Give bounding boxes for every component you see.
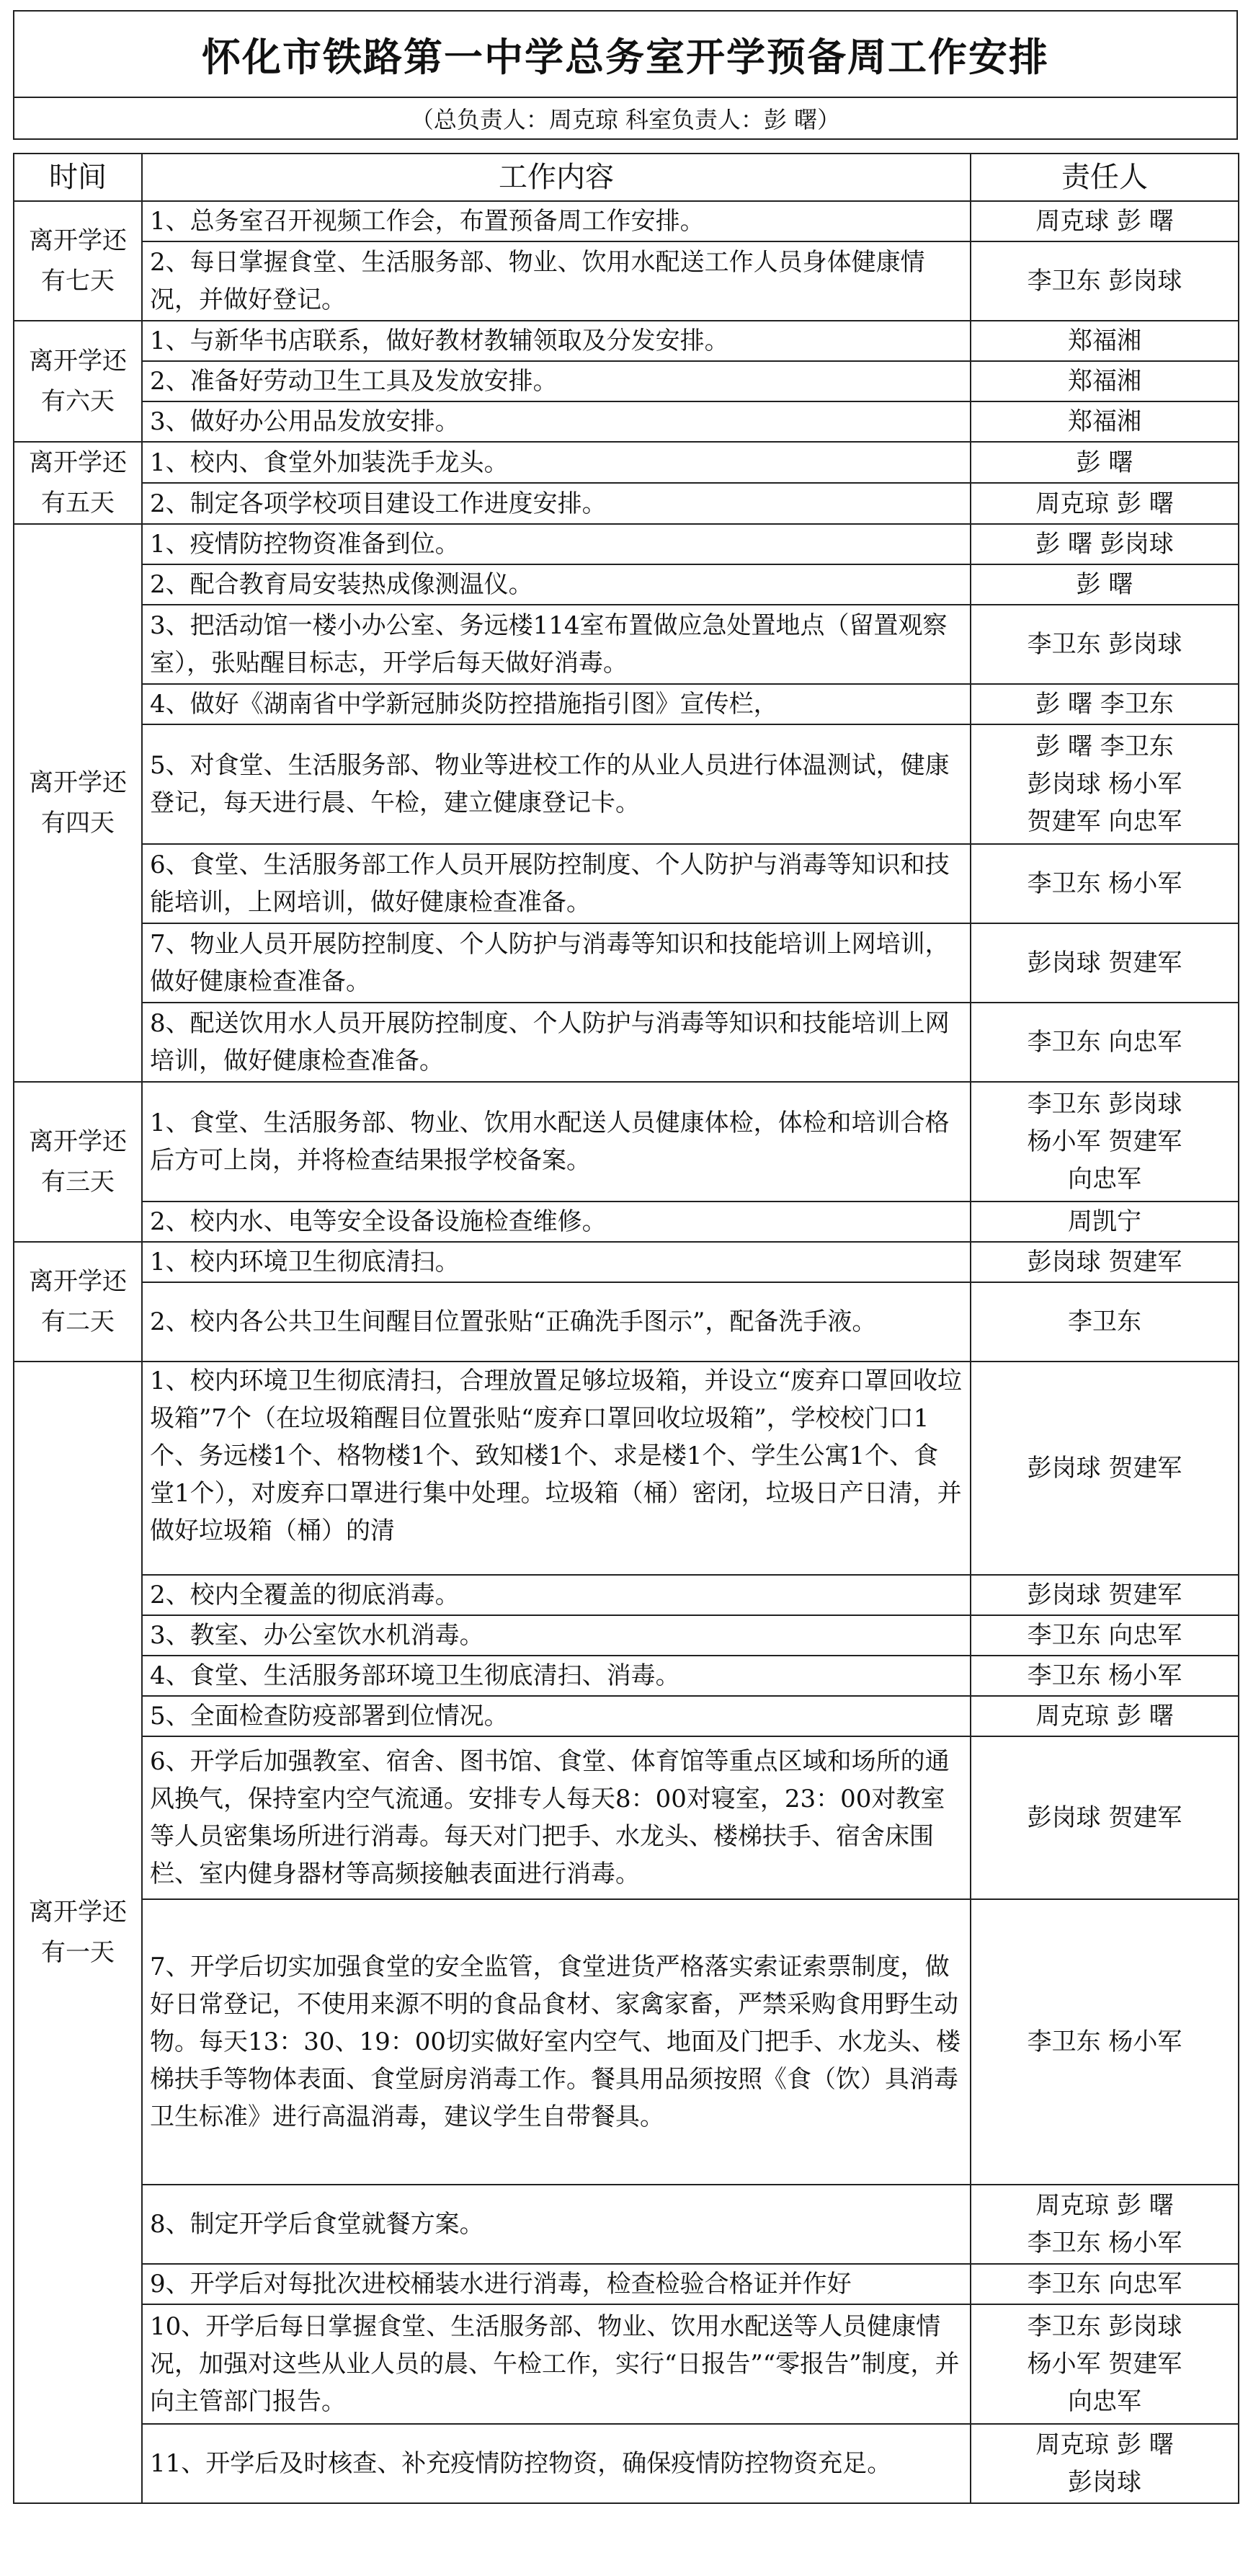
responsible-cell xyxy=(971,401,1239,442)
header-responsible: 责任人 xyxy=(971,154,1239,201)
responsible-cell xyxy=(971,442,1239,483)
table-row xyxy=(14,923,1239,1003)
responsible-cell xyxy=(971,684,1239,724)
table-row xyxy=(14,361,1239,401)
responsible-cell xyxy=(971,483,1239,524)
responsible-cell xyxy=(971,605,1239,684)
responsible-cell xyxy=(971,1615,1239,1656)
responsible-cell xyxy=(971,2424,1239,2503)
table-row xyxy=(14,2185,1239,2264)
task-cell: 3、教室、办公室饮水机消毒。 xyxy=(142,1615,971,1656)
table-row xyxy=(14,1899,1239,2185)
table-row xyxy=(14,1003,1239,1082)
task-cell: 3、做好办公用品发放安排。 xyxy=(142,401,971,442)
responsible-name-line: 郑福湘 xyxy=(1068,367,1141,396)
table-row xyxy=(14,524,1239,564)
document-title: 怀化市铁路第一中学总务室开学预备周工作安排 xyxy=(13,10,1238,98)
responsible-name-line: 向忠军 xyxy=(1068,1165,1141,1194)
responsible-cell xyxy=(971,1003,1239,1082)
responsible-name-line: 李卫东 彭岗球 xyxy=(1027,267,1182,296)
task-cell: 1、校内、食堂外加装洗手龙头。 xyxy=(142,442,971,483)
task-cell: 9、开学后对每批次进校桶装水进行消毒，检查检验合格证并作好 xyxy=(142,2264,971,2304)
task-cell: 7、物业人员开展防控制度、个人防护与消毒等知识和技能培训上网培训，做好健康检查准备。 xyxy=(142,923,971,1003)
responsible-name-line: 彭岗球 贺建军 xyxy=(1027,1581,1182,1609)
responsible-cell xyxy=(971,1736,1239,1899)
responsible-name-line: 李卫东 xyxy=(1068,1307,1141,1336)
responsible-name-line: 彭岗球 杨小军 xyxy=(1027,770,1182,799)
task-cell: 8、配送饮用水人员开展防控制度、个人防护与消毒等知识和技能培训上网培训，做好健康检查准备。 xyxy=(142,1003,971,1082)
responsible-name-line: 李卫东 向忠军 xyxy=(1027,1028,1182,1057)
time-cell: 离开学还有六天 xyxy=(14,321,142,442)
task-cell: 8、制定开学后食堂就餐方案。 xyxy=(142,2185,971,2264)
table-row xyxy=(14,1736,1239,1899)
table-row xyxy=(14,1575,1239,1615)
task-cell: 1、总务室召开视频工作会，布置预备周工作安排。 xyxy=(142,201,971,241)
table-row xyxy=(14,442,1239,483)
responsible-cell xyxy=(971,321,1239,361)
responsible-name-line: 彭岗球 贺建军 xyxy=(1027,949,1182,977)
table-row xyxy=(14,1282,1239,1362)
responsible-name-line: 向忠军 xyxy=(1068,2387,1141,2416)
responsible-name-line: 周克琼 彭 曙 xyxy=(1035,489,1174,518)
responsible-name-line: 贺建军 向忠军 xyxy=(1027,807,1182,836)
responsible-name-line: 彭岗球 贺建军 xyxy=(1027,1803,1182,1832)
responsible-cell xyxy=(971,1575,1239,1615)
table-row xyxy=(14,201,1239,241)
task-cell: 11、开学后及时核查、补充疫情防控物资，确保疫情防控物资充足。 xyxy=(142,2424,971,2503)
table-row xyxy=(14,1696,1239,1736)
table-row xyxy=(14,2424,1239,2503)
table-row xyxy=(14,844,1239,923)
responsible-cell xyxy=(971,2185,1239,2264)
responsible-cell xyxy=(971,1282,1239,1362)
responsible-cell xyxy=(971,1696,1239,1736)
task-cell: 1、食堂、生活服务部、物业、饮用水配送人员健康体检，体检和培训合格后方可上岗，并将检查结果报学校备案。 xyxy=(142,1082,971,1202)
responsible-name-line: 彭岗球 贺建军 xyxy=(1027,1454,1182,1483)
header-time: 时间 xyxy=(14,154,142,201)
task-cell: 2、每日掌握食堂、生活服务部、物业、饮用水配送工作人员身体健康情况，并做好登记。 xyxy=(142,241,971,321)
responsible-name-line: 彭 曙 李卫东 xyxy=(1035,732,1174,761)
task-text: 1、校内环境卫生彻底清扫，合理放置足够垃圾箱，并设立“废弃口罩回收垃圾箱”7个（在垃圾箱醒目位置张贴“废弃口罩回收垃圾箱”，学校校门口1个、务远楼1个、格物楼1个、致知楼1个、求是楼1个、学生公寓1个、食堂1个），对废弃口罩进行集中处理。垃圾箱（桶）密闭，垃圾日产日清，并做好垃圾箱（桶）的清 xyxy=(150,1367,963,1545)
table-row xyxy=(14,1362,1239,1575)
responsible-name-line: 李卫东 杨小军 xyxy=(1027,869,1182,898)
table-row xyxy=(14,724,1239,844)
table-row xyxy=(14,2264,1239,2304)
task-cell: 4、做好《湖南省中学新冠肺炎防控措施指引图》宣传栏， xyxy=(142,684,971,724)
responsible-name-line: 李卫东 彭岗球 xyxy=(1027,630,1182,659)
responsible-cell xyxy=(971,241,1239,321)
task-cell: 2、校内各公共卫生间醒目位置张贴“正确洗手图示”，配备洗手液。 xyxy=(142,1282,971,1362)
schedule-table xyxy=(13,153,1239,2504)
responsible-name-line: 周克球 彭 曙 xyxy=(1035,207,1174,236)
responsible-name-line: 李卫东 向忠军 xyxy=(1027,1621,1182,1650)
task-cell: 7、开学后切实加强食堂的安全监管，食堂进货严格落实索证索票制度，做好日常登记，不使用来源不明的食品食材、家禽家畜，严禁采购食用野生动物。每天13：30、19：00切实做好室内空气、地面及门把手、水龙头、楼梯扶手等物体表面、食堂厨房消毒工作。餐具用品须按照《食（饮）具消毒卫生标准》进行高温消毒，建议学生自带餐具。 xyxy=(142,1899,971,2185)
task-cell: 2、校内全覆盖的彻底消毒。 xyxy=(142,1575,971,1615)
task-cell: 6、食堂、生活服务部工作人员开展防控制度、个人防护与消毒等知识和技能培训，上网培训，做好健康检查准备。 xyxy=(142,844,971,923)
responsible-name-line: 李卫东 杨小军 xyxy=(1027,2229,1182,2257)
task-cell: 10、开学后每日掌握食堂、生活服务部、物业、饮用水配送等人员健康情况，加强对这些从业人员的晨、午检工作，实行“日报告”“零报告”制度，并向主管部门报告。 xyxy=(142,2304,971,2424)
task-cell: 5、全面检查防疫部署到位情况。 xyxy=(142,1696,971,1736)
responsible-cell xyxy=(971,361,1239,401)
responsible-cell xyxy=(971,201,1239,241)
responsible-name-line: 李卫东 彭岗球 xyxy=(1027,2312,1182,2341)
responsible-name-line: 彭 曙 彭岗球 xyxy=(1035,530,1174,559)
task-cell: 3、把活动馆一楼小办公室、务远楼114室布置做应急处置地点（留置观察室），张贴醒目标志，开学后每天做好消毒。 xyxy=(142,605,971,684)
table-body xyxy=(14,201,1239,2503)
responsible-name-line: 杨小军 贺建军 xyxy=(1027,1127,1182,1156)
task-cell: 1、疫情防控物资准备到位。 xyxy=(142,524,971,564)
task-cell: 2、校内水、电等安全设备设施检查维修。 xyxy=(142,1202,971,1242)
responsible-cell xyxy=(971,1082,1239,1202)
table-row xyxy=(14,564,1239,605)
task-cell: 2、配合教育局安装热成像测温仪。 xyxy=(142,564,971,605)
responsible-name-line: 周凯宁 xyxy=(1068,1207,1141,1236)
responsible-name-line: 彭 曙 xyxy=(1076,570,1133,599)
task-cell: 6、开学后加强教室、宿舍、图书馆、食堂、体育馆等重点区域和场所的通风换气，保持室内空气流通。安排专人每天8：00对寝室，23：00对教室等人员密集场所进行消毒。每天对门把手、水龙头、楼梯扶手、宿舍床围栏、室内健身器材等高频接触表面进行消毒。 xyxy=(142,1736,971,1899)
responsible-name-line: 彭 曙 李卫东 xyxy=(1035,690,1174,719)
table-row xyxy=(14,1202,1239,1242)
task-cell: 4、食堂、生活服务部环境卫生彻底清扫、消毒。 xyxy=(142,1656,971,1696)
responsible-name-line: 李卫东 彭岗球 xyxy=(1027,1090,1182,1119)
table-header-row xyxy=(14,154,1239,201)
time-cell: 离开学还有一天 xyxy=(14,1362,142,2503)
responsible-cell xyxy=(971,2304,1239,2424)
responsible-name-line: 李卫东 杨小军 xyxy=(1027,1661,1182,1690)
responsible-cell xyxy=(971,2264,1239,2304)
responsible-name-line: 杨小军 贺建军 xyxy=(1027,2350,1182,2379)
responsible-name-line: 周克琼 彭 曙 xyxy=(1035,2430,1174,2459)
table-row xyxy=(14,401,1239,442)
responsible-name-line: 郑福湘 xyxy=(1068,407,1141,436)
responsible-cell xyxy=(971,923,1239,1003)
responsible-name-line: 李卫东 向忠军 xyxy=(1027,2270,1182,2299)
document-sheet xyxy=(13,10,1238,2504)
time-cell: 离开学还有三天 xyxy=(14,1082,142,1242)
responsible-name-line: 彭 曙 xyxy=(1076,448,1133,477)
responsible-name-line: 彭岗球 贺建军 xyxy=(1027,1248,1182,1276)
responsible-name-line: 周克琼 彭 曙 xyxy=(1035,1702,1174,1731)
responsible-cell xyxy=(971,1362,1239,1575)
responsible-name-line: 郑福湘 xyxy=(1068,327,1141,355)
task-cell: 1、校内环境卫生彻底清扫。 xyxy=(142,1242,971,1282)
task-cell xyxy=(142,1362,971,1575)
task-cell: 2、制定各项学校项目建设工作进度安排。 xyxy=(142,483,971,524)
table-row xyxy=(14,605,1239,684)
time-cell: 离开学还有七天 xyxy=(14,201,142,321)
responsible-cell xyxy=(971,1656,1239,1696)
responsible-cell xyxy=(971,1202,1239,1242)
table-row xyxy=(14,1615,1239,1656)
table-row xyxy=(14,1082,1239,1202)
task-cell: 5、对食堂、生活服务部、物业等进校工作的从业人员进行体温测试，健康登记，每天进行晨、午检，建立健康登记卡。 xyxy=(142,724,971,844)
time-cell: 离开学还有五天 xyxy=(14,442,142,524)
table-row xyxy=(14,241,1239,321)
task-cell: 1、与新华书店联系，做好教材教辅领取及分发安排。 xyxy=(142,321,971,361)
table-row xyxy=(14,483,1239,524)
table-row xyxy=(14,1242,1239,1282)
time-cell: 离开学还有二天 xyxy=(14,1242,142,1362)
responsible-cell xyxy=(971,1899,1239,2185)
table-row xyxy=(14,1656,1239,1696)
time-cell: 离开学还有四天 xyxy=(14,524,142,1082)
task-cell: 2、准备好劳动卫生工具及发放安排。 xyxy=(142,361,971,401)
responsible-name-line: 周克琼 彭 曙 xyxy=(1035,2191,1174,2220)
responsible-name-line: 彭岗球 xyxy=(1068,2468,1141,2497)
table-row xyxy=(14,2304,1239,2424)
responsible-cell xyxy=(971,524,1239,564)
responsible-cell xyxy=(971,564,1239,605)
document-subtitle: （总负责人：周克琼 科室负责人：彭 曙） xyxy=(13,98,1238,140)
responsible-name-line: 李卫东 杨小军 xyxy=(1027,2028,1182,2056)
responsible-cell xyxy=(971,724,1239,844)
table-row xyxy=(14,684,1239,724)
responsible-cell xyxy=(971,844,1239,923)
header-task: 工作内容 xyxy=(142,154,971,201)
table-row xyxy=(14,321,1239,361)
responsible-cell xyxy=(971,1242,1239,1282)
